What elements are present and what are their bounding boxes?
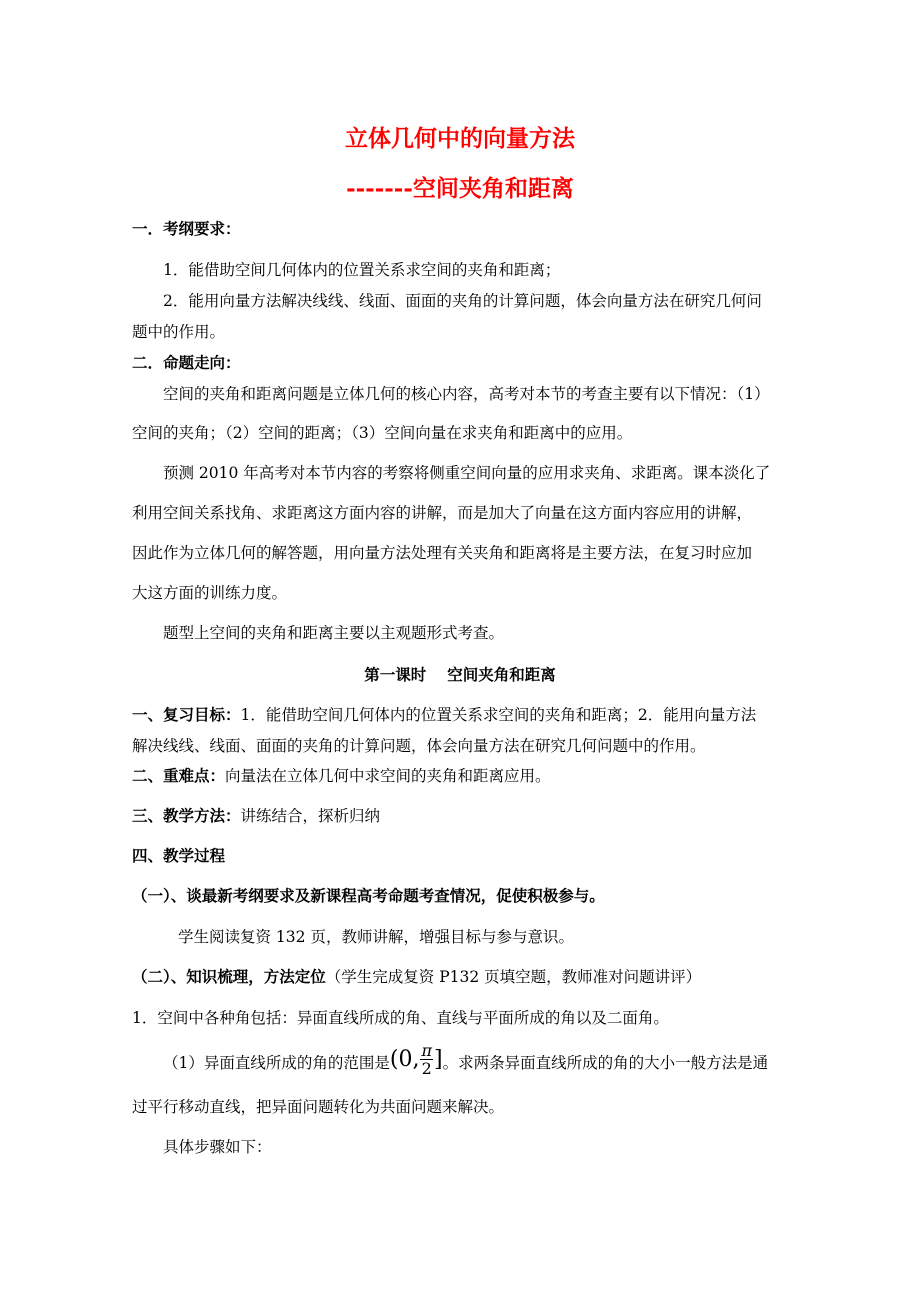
item-1: 1．空间中各种角包括：异面直线所成的角、直线与平面所成的角以及二面角。 <box>132 1009 669 1027</box>
item-1-1-suffix: 。求两条异面直线所成的角的大小一般方法是通 <box>442 1054 769 1072</box>
teaching-method <box>132 805 792 827</box>
trends-paragraph-2-line3: 因此作为立体几何的解答题，用向量方法处理有关夹角和距离将是主要方法，在复习时应加 <box>132 544 753 562</box>
document-title: 立体几何中的向量方法 <box>345 125 575 152</box>
teaching-process-heading: 四、教学过程 <box>132 846 226 865</box>
trends-paragraph-2-line1: 预测 2010 年高考对本节内容的考察将侧重空间向量的应用求夹角、求距离。课本淡化了 <box>163 464 771 482</box>
pi-over-2-fraction <box>420 1040 433 1078</box>
item-1-1-prefix: （1）异面直线所成的角的范围是 <box>163 1054 390 1072</box>
review-goals-label: 一、复习目标： <box>132 705 241 724</box>
key-points <box>132 765 792 787</box>
steps-heading: 具体步骤如下： <box>163 1138 272 1156</box>
angle-range-formula <box>390 1042 443 1078</box>
section-heading-requirements: 一．考纲要求： <box>132 219 241 238</box>
part-2-label: （二）、知识梳理，方法定位 <box>132 967 326 986</box>
part-1-heading: （一）、谈最新考纲要求及新课程高考命题考查情况，促使积极参与。 <box>132 886 605 905</box>
key-points-text: 向量法在立体几何中求空间的夹角和距离应用。 <box>225 767 551 785</box>
requirement-item-1: 1．能借助空间几何体内的位置关系求空间的夹角和距离； <box>163 261 561 279</box>
key-points-label: 二、重难点： <box>132 766 226 785</box>
review-goals-line1 <box>132 704 792 726</box>
item-1-1-line2: 过平行移动直线，把异面问题转化为共面问题来解决。 <box>132 1098 505 1116</box>
trends-paragraph-2-line4: 大这方面的训练力度。 <box>132 584 288 602</box>
teaching-method-label: 三、教学方法： <box>132 806 241 825</box>
formula-open-bracket: (0, <box>389 1047 420 1073</box>
fraction-denominator: 2 <box>421 1058 432 1078</box>
section-heading-trends: 二．命题走向： <box>132 353 241 372</box>
requirement-item-2-line1: 2．能用向量方法解决线线、线面、面面的夹角的计算问题，体会向量方法在研究几何问 <box>163 292 762 310</box>
teaching-method-text: 讲练结合，探析归纳 <box>240 807 381 825</box>
requirement-item-2-line2: 题中的作用。 <box>132 323 226 341</box>
fraction-numerator: π <box>421 1040 432 1060</box>
formula-close-bracket: ] <box>433 1047 443 1073</box>
part-1-text: 学生阅读复资 132 页，教师讲解，增强目标与参与意识。 <box>178 928 574 946</box>
trends-paragraph-2-line2: 利用空间关系找角、求距离这方面内容的讲解，而是加大了向量在这方面内容应用的讲解， <box>132 504 753 522</box>
document-subtitle: -------空间夹角和距离 <box>346 175 574 202</box>
item-1-1-line1 <box>163 1040 823 1082</box>
part-2-line <box>132 966 792 988</box>
trends-paragraph-1-line1: 空间的夹角和距离问题是立体几何的核心内容，高考对本节的考查主要有以下情况：（1） <box>163 385 770 403</box>
lesson-title: 第一课时 空间夹角和距离 <box>364 665 556 684</box>
review-goals-text: 1．能借助空间几何体内的位置关系求空间的夹角和距离；2．能用向量方法 <box>240 706 757 724</box>
review-goals-line2: 解决线线、线面、面面的夹角的计算问题，体会向量方法在研究几何问题中的作用。 <box>132 737 706 755</box>
part-2-text: （学生完成复资 P132 页填空题，教师准对问题讲评） <box>325 968 702 986</box>
trends-paragraph-3: 题型上空间的夹角和距离主要以主观题形式考查。 <box>163 624 505 642</box>
trends-paragraph-1-line2: 空间的夹角；（2）空间的距离；（3）空间向量在求夹角和距离中的应用。 <box>132 424 633 442</box>
